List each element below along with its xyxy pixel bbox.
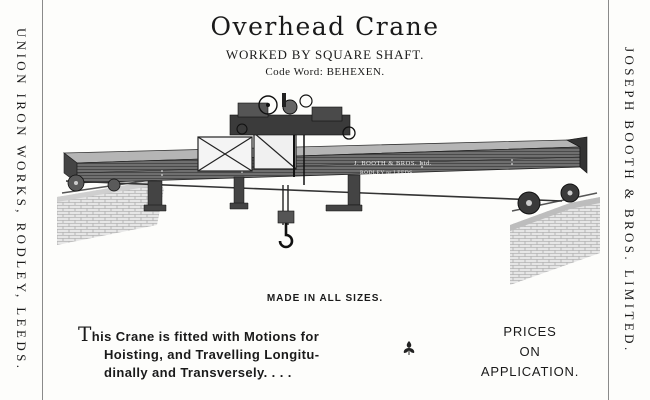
code-word: Code Word: BEHEXEN.	[265, 66, 385, 78]
made-in-all-sizes: MADE IN ALL SIZES.	[266, 293, 384, 304]
description-line-2: Hoisting, and Travelling Longitu-	[104, 347, 320, 362]
girder-brackets	[144, 175, 362, 211]
crab-frame	[198, 133, 296, 171]
girder-plate-line2: RODLEY nr LEEDS.	[360, 170, 415, 176]
prices-line-1: PRICES	[503, 324, 557, 339]
crane-girder	[64, 137, 587, 183]
floral-ornament-icon	[402, 340, 416, 356]
girder-plate-line1: J. BOOTH & BROS. Ltd.	[354, 160, 432, 167]
description	[78, 322, 320, 382]
left-margin-text: UNION IRON WORKS, RODLEY, LEEDS.	[14, 28, 29, 372]
drop-initial: T	[78, 322, 92, 346]
prices-line-3: APPLICATION.	[480, 364, 580, 379]
subtitle: WORKED BY SQUARE SHAFT.	[225, 47, 425, 62]
prices-line-2: ON	[519, 344, 541, 359]
right-margin-text: JOSEPH BOOTH & BROS. LIMITED.	[622, 46, 637, 354]
prices-block	[470, 322, 590, 382]
page-title: Overhead Crane	[210, 12, 440, 41]
description-line-1-text: his Crane is fitted with Motions for	[91, 329, 320, 344]
description-line-3: dinally and Transversely. . . .	[104, 365, 292, 380]
crane-illustration	[42, 85, 608, 290]
description-line-1	[78, 322, 320, 346]
hoist-hook	[278, 185, 294, 247]
